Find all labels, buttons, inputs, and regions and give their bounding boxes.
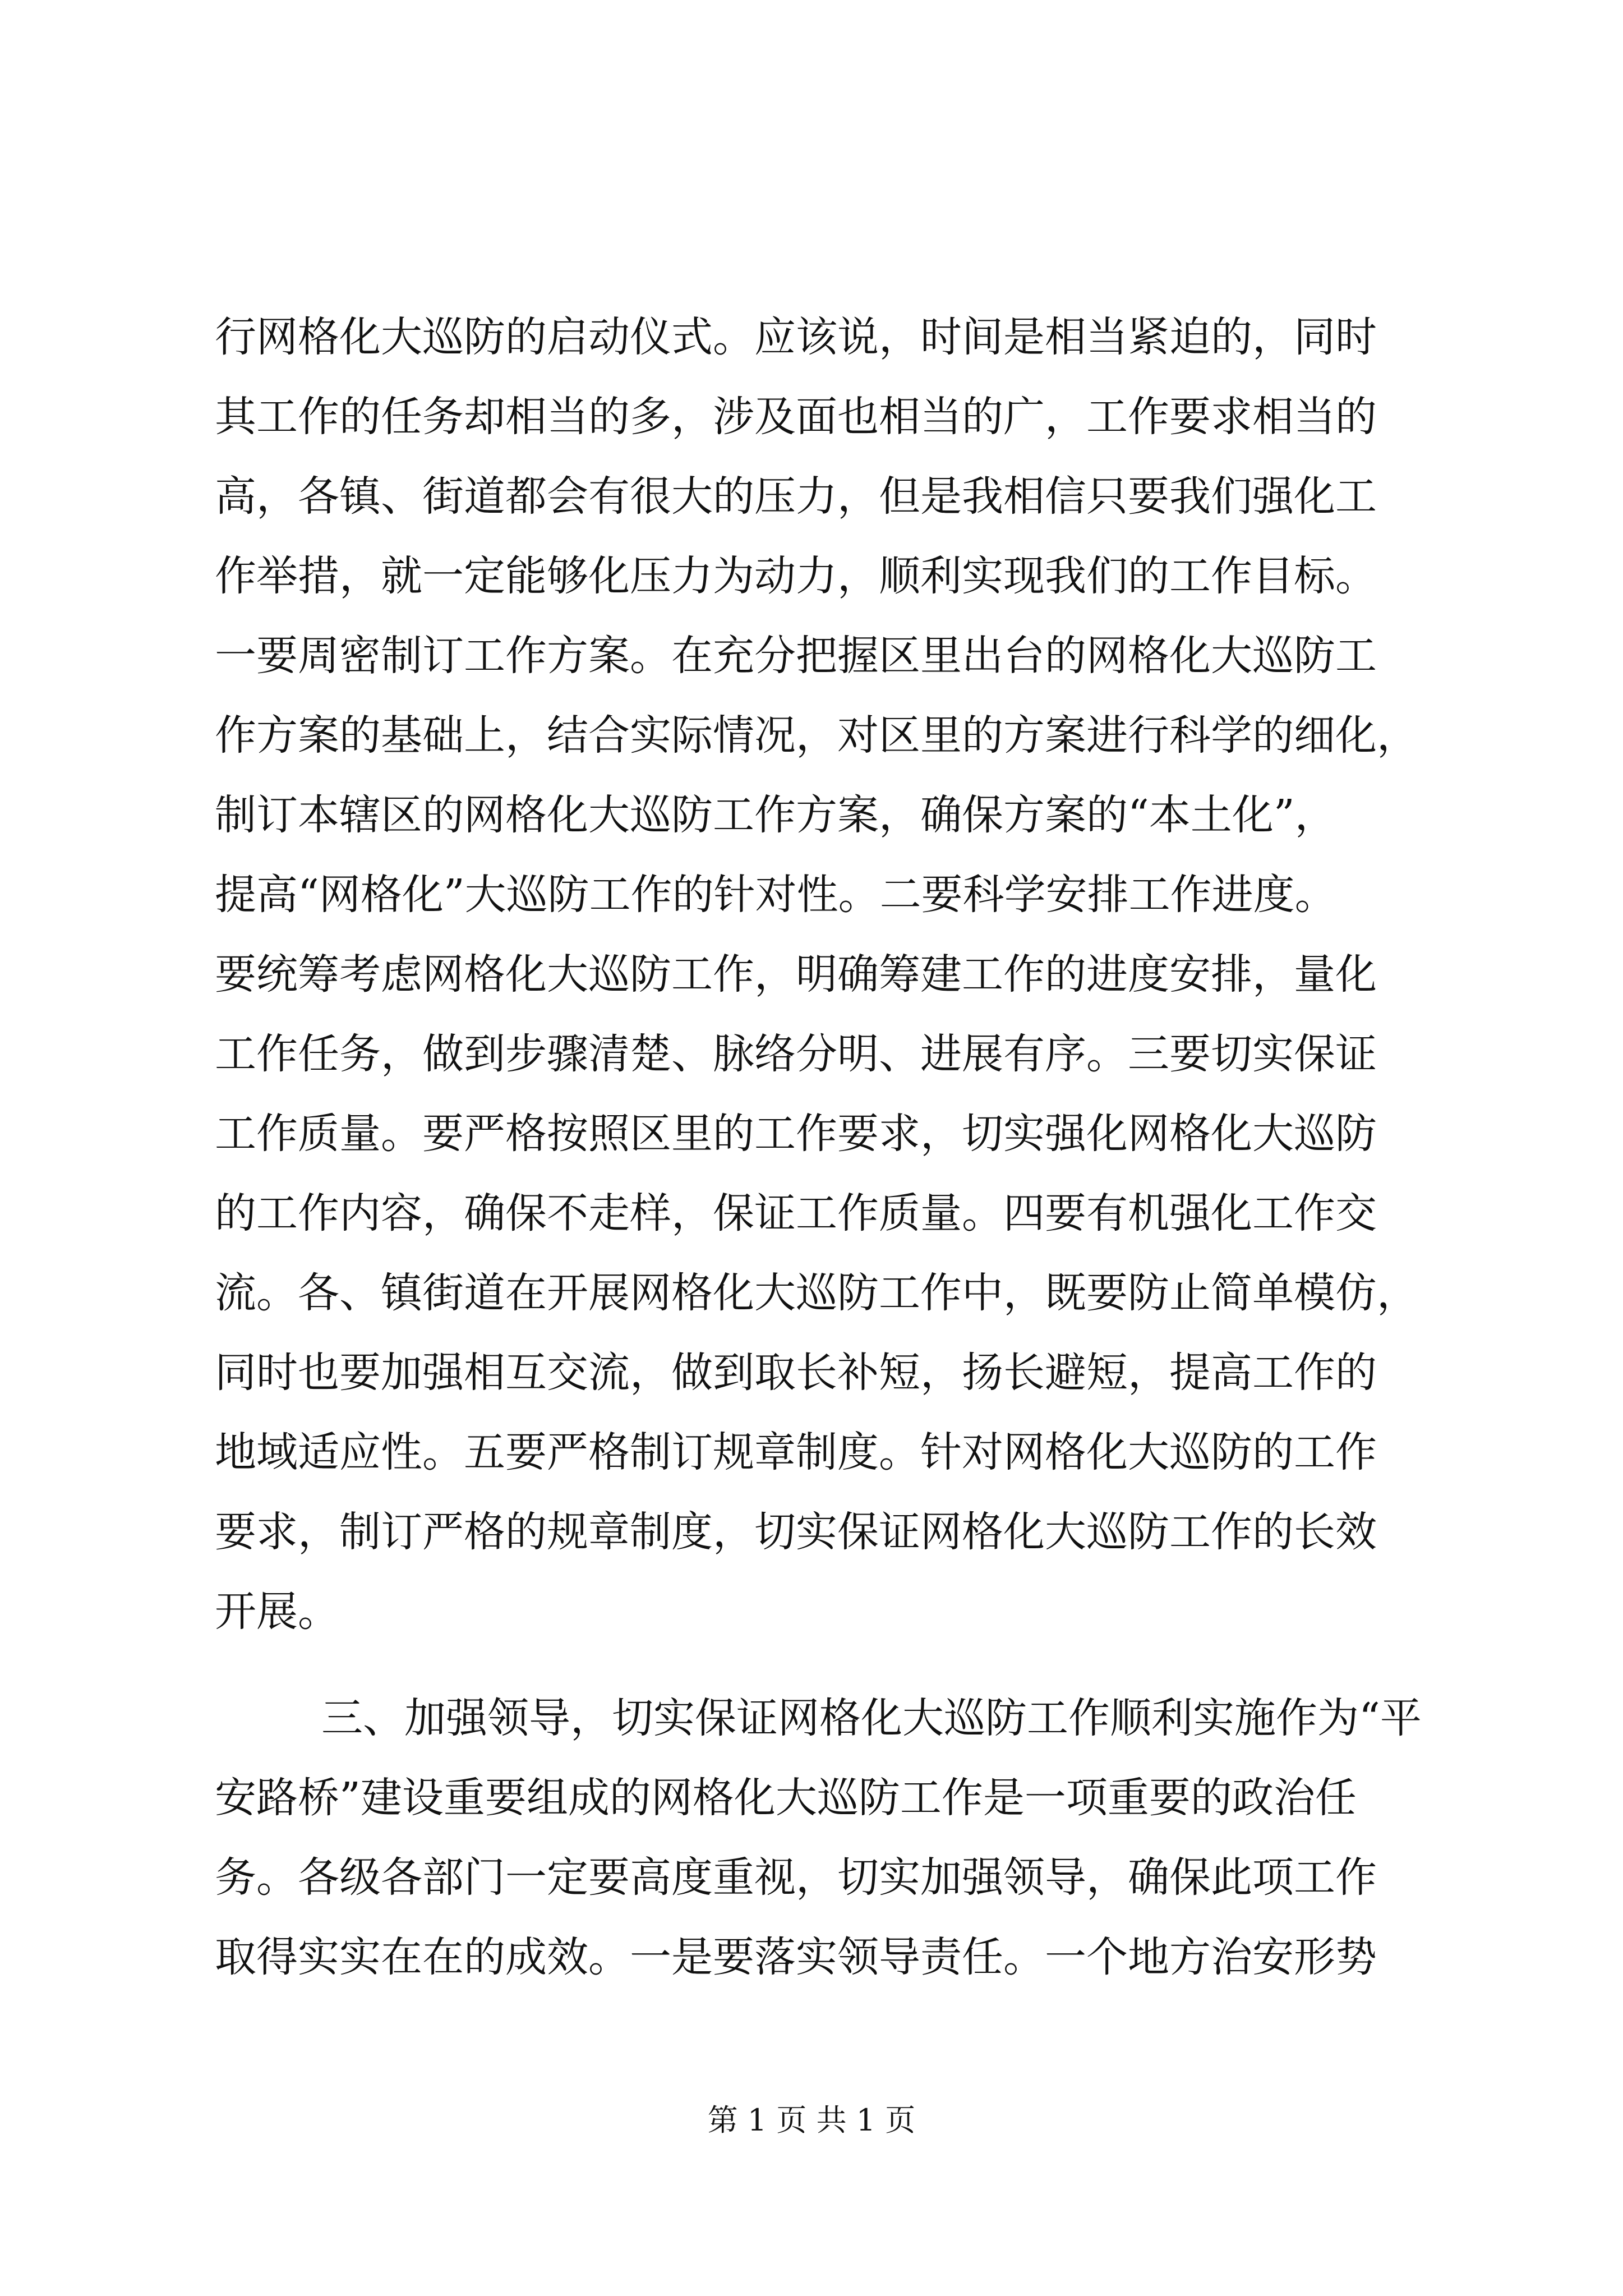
text-line: 工作质量。要严格按照区里的工作要求，切实强化网格化大巡防 — [215, 1110, 1377, 1158]
text-line: 一要周密制订工作方案。在充分把握区里出台的网格化大巡防工 — [215, 632, 1377, 680]
text-line: 安路桥”建设重要组成的网格化大巡防工作是一项重要的政治任 — [215, 1774, 1357, 1822]
text-line: 的工作内容，确保不走样，保证工作质量。四要有机强化工作交 — [215, 1189, 1377, 1237]
text-line: 高，各镇、街道都会有很大的压力，但是我相信只要我们强化工 — [215, 472, 1377, 521]
text-line: 制订本辖区的网格化大巡防工作方案，确保方案的“本土化”， — [215, 791, 1336, 839]
text-line: 同时也要加强相互交流，做到取长补短，扬长避短，提高工作的 — [215, 1349, 1377, 1397]
text-line: 提高“网格化”大巡防工作的针对性。二要科学安排工作进度。 — [215, 871, 1336, 919]
text-line: 其工作的任务却相当的多，涉及面也相当的广，工作要求相当的 — [215, 393, 1377, 441]
text-line: 要统筹考虑网格化大巡防工作，明确筹建工作的进度安排，量化 — [215, 950, 1377, 999]
text-line: 务。各级各部门一定要高度重视，切实加强领导，确保此项工作 — [215, 1853, 1377, 1902]
body-text — [215, 297, 1421, 1997]
text-line: 行网格化大巡防的启动仪式。应该说，时间是相当紧迫的，同时 — [215, 313, 1377, 361]
text-line: 作举措，就一定能够化压力为动力，顺利实现我们的工作目标。 — [215, 552, 1377, 600]
text-line: 作方案的基础上，结合实际情况，对区里的方案进行科学的细化， — [215, 711, 1418, 760]
page-footer: 第 1 页 共 1 页 — [707, 2102, 916, 2138]
text-line: 工作任务，做到步骤清楚、脉络分明、进展有序。三要切实保证 — [215, 1030, 1377, 1078]
text-line: 开展。 — [215, 1588, 339, 1636]
section-heading-line: 三、加强领导，切实保证网格化大巡防工作顺利实施作为“平 — [321, 1694, 1422, 1742]
text-line: 流。各、镇街道在开展网格化大巡防工作中，既要防止简单模仿， — [215, 1269, 1418, 1317]
text-line: 取得实实在在的成效。一是要落实领导责任。一个地方治安形势 — [215, 1933, 1377, 1981]
text-line: 要求，制订严格的规章制度，切实保证网格化大巡防工作的长效 — [215, 1508, 1377, 1556]
text-line: 地域适应性。五要严格制订规章制度。针对网格化大巡防的工作 — [215, 1428, 1377, 1476]
